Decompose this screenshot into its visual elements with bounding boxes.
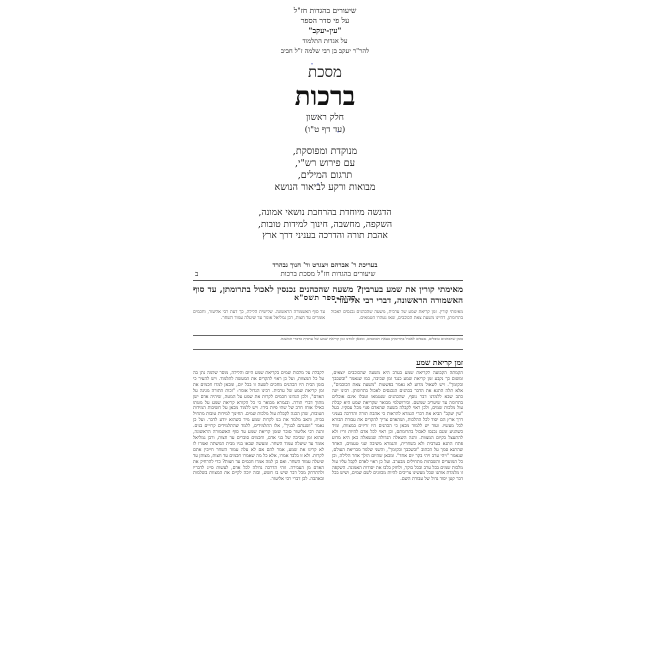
title-page xyxy=(230,6,420,302)
body-column-left: לקבלת על מלכות שמים בקריאת שמע היום והלילה, מוסר שלמה נתן בה על כל המצוות, ועל כן ראוי להקדים את המעשה לתלמוד. ויש להעיר כי בזמן הבית היו הכהנים מחכים לשעה זו בכל יום, ומכאן למדו חכמים את זמן קריאת שמע של ערבית. רבינו הגדול אומר: "זכות התורה מגינה על האדם", ולכן הנהיגו חכמים לקרות את שמע על המטה, שיהיה אדם ישן מתוך דברי תורה. ובגמרא מבואר כי כל הקורא קריאת שמע על מטתו כאילו אוחז חרב של שתי פיות בידו. ויש ללמוד מכאן על חשיבות המידות הטובות, שהן הכנה לקבלת עול מלכות שמים. החינוך למידות טובות מתחיל בבית, והאב מלמד את בנו לקרות שמע מיד כשהוא יודע לדבר. ועל כן נאמר "ושננתם לבניך", אלו התלמידים, ללמד שהתלמידים קרויים בנים. והנה רבי אליעזר סובר שזמן קריאת שמע עד סוף האשמורה הראשונה, שהוא זמן שכיבה של בני אדם, וחכמים סוברים עד חצות, ורבן גמליאל אומר עד שיעלה עמוד השחר. ומעשה שבאו בניו מבית המשתה ואמרו לו לא קרינו את שמע, אמר להם אם לא עלה עמוד השחר חייבין אתם לקרות. ולא זו בלבד אמרו, אלא כל מה שאמרו חכמים עד חצות, מצותן עד שיעלה עמוד השחר. ואם כן למה אמרו חכמים עד חצות? כדי להרחיק את האדם מן העבירה. זוהי הדרכה גדולה לכל אדם, לעשות סייג לדבריו ולהתרחק מכל דבר שיש בו חשש, ובזה יזכה לקיים את המצוות בשלמות ובאהבה. לכן דברי רבי אליעזר. xyxy=(193,371,324,483)
highlight-block xyxy=(230,208,420,243)
commentary-note: עד סוף האשמורה הראשונה. שלישית הלילה, כך דעת רבי אליעזר, וחכמים אומרים עד חצות, רבן גמליאל אומר עד שיעלה עמוד השחר. xyxy=(193,310,325,321)
section-title: זמן קריאת שמע xyxy=(416,358,463,367)
header-line-4: על אגדות התלמוד xyxy=(302,37,348,45)
highlight-line: הדגשה מיוחדת בהרחבת נושאי אמונה, xyxy=(258,208,392,218)
publisher-line: קרית-ספר תשס"א xyxy=(294,292,356,302)
page-number: ב xyxy=(195,270,199,278)
tractate-label: מסכת xyxy=(308,63,342,81)
page-range: (עד דף ט"ו) xyxy=(304,125,346,135)
running-head: שיעורים בהגדות חז"ל מסכת ברכות xyxy=(193,270,463,281)
highlight-line: השקפה, מחשבה, חינוך למידות טובות, xyxy=(257,219,393,230)
features-list xyxy=(230,146,420,194)
body-columns xyxy=(193,371,463,639)
feature-line: מבואות ורקע לביאור הנושא xyxy=(274,182,376,193)
commentary-note: מאימתי קורין. זמן קריאת שמע של ערבית, משעה שהכהנים נכנסים לאכול בתרומתן, דהיינו משעת צאת הכוכבים, שאז נטהרו הטמאים. xyxy=(331,310,463,321)
body-column-right: הקמתה הקבועה לקריאת שמע בערב היא משעה שהכוכבים יוצאים, ומשום כך נקבע זמן קריאת שמע כנגד זמן שכיבה, כמו שנאמר "ובשכבך ובקומך". ויש לשאול מדוע לא נאמר בפשטות "משעת צאת הכוכבים", אלא תלה התנא את הדבר בכהנים הנכנסים לאכול בתרומתן. רבינו יונה כתב שבא ללמדנו דבר נוסף, שהכהנים שנטמאו וטבלו אינם אוכלים בתרומה עד שיעריב שמשם. ובירושלמי מבואר שקריאת שמע היא קבלת עול מלכות שמים, ולכן ראוי לקבלה בשעה שהאדם פנוי מכל עסקיו. בעל "עין יעקב" הביא את דברי הגמרא להראות כי אהבת תורה והדרכה בעניני דרך ארץ הם יסוד לכל ההלכות, ושהאדם צריך להקדים את עבודת הבורא לכל מעשיו. ועוד יש ללמוד מכאן כי הכהנים היו זריזים במצוות, ומיד כשהגיע זמנם נכנסו לאכול בתרומתם, וכן ראוי לכל אדם להיות זריז ולא להתעצל בקיום המצוות. והנה השאלה הגדולה שנשאלה כאן היא מדוע פתח התנא בערבית ולא בשחרית, והגמרא משיבה שני טעמים, האחד שהתנא סמך על הכתוב "ובשכבך ובקומך", והשני שלמד מבריאת העולם, שנאמר "ויהי ערב ויהי בקר יום אחד". ומכאן שהיום הולך אחר הלילה, וכן כל המועדים והשבתות מתחילים מבערב. ועל כן ראוי לאדם לקבל עליו עול מלכות שמים בכל ערב ובכל בוקר, ולחזק בלבו את יסודות האמונה. השקפה זו מלמדת אותנו שכל מעשינו צריכים להיות מכוונים לשם שמים, ושיש בכל דבר קטן יסוד גדול של עבודת השם. xyxy=(332,371,463,483)
feature-line: תרגום המילים, xyxy=(297,170,353,181)
editors-credit: בעריכת ר' אברהם ויצגרט ור' חנוך גבהרד xyxy=(272,260,378,269)
feature-line: מנוקדת ומפוסקת, xyxy=(292,146,358,157)
feature-line: עם פירוש רש"י, xyxy=(295,158,355,169)
footnote: בזמן שהכהנים טובלים, נכנסים לאכול בתרומתן בצאת הכוכבים, ומכאן למדנו זמן קריאת שמע של ערבית כדברי המשנה. xyxy=(279,336,463,341)
header-line-2: על פי סדר הספר xyxy=(300,16,350,25)
divider xyxy=(193,349,463,350)
text-page xyxy=(193,270,463,642)
mishnah-text: מאימתי קורין את שמע בערבין? משעה שהכהנים נכנסין לאכול בתרומתן, עד סוף האשמורה הראשונה, דברי רבי אליעזר. xyxy=(193,285,463,306)
highlight-line: אהבת תורה והדרכה בעניני דרך ארץ xyxy=(262,231,388,241)
header-line-3: "עין-יעקב" xyxy=(308,26,342,35)
part-label: חלק ראשון xyxy=(305,113,344,123)
header-line-5: להר"ר יעקב בן רבי שלמה ז"ל חביב xyxy=(280,47,370,55)
tractate-name: ברכות xyxy=(294,82,356,112)
header-line-1: שיעורים בהגדות חז"ל xyxy=(293,6,357,15)
commentary-notes xyxy=(193,310,463,332)
